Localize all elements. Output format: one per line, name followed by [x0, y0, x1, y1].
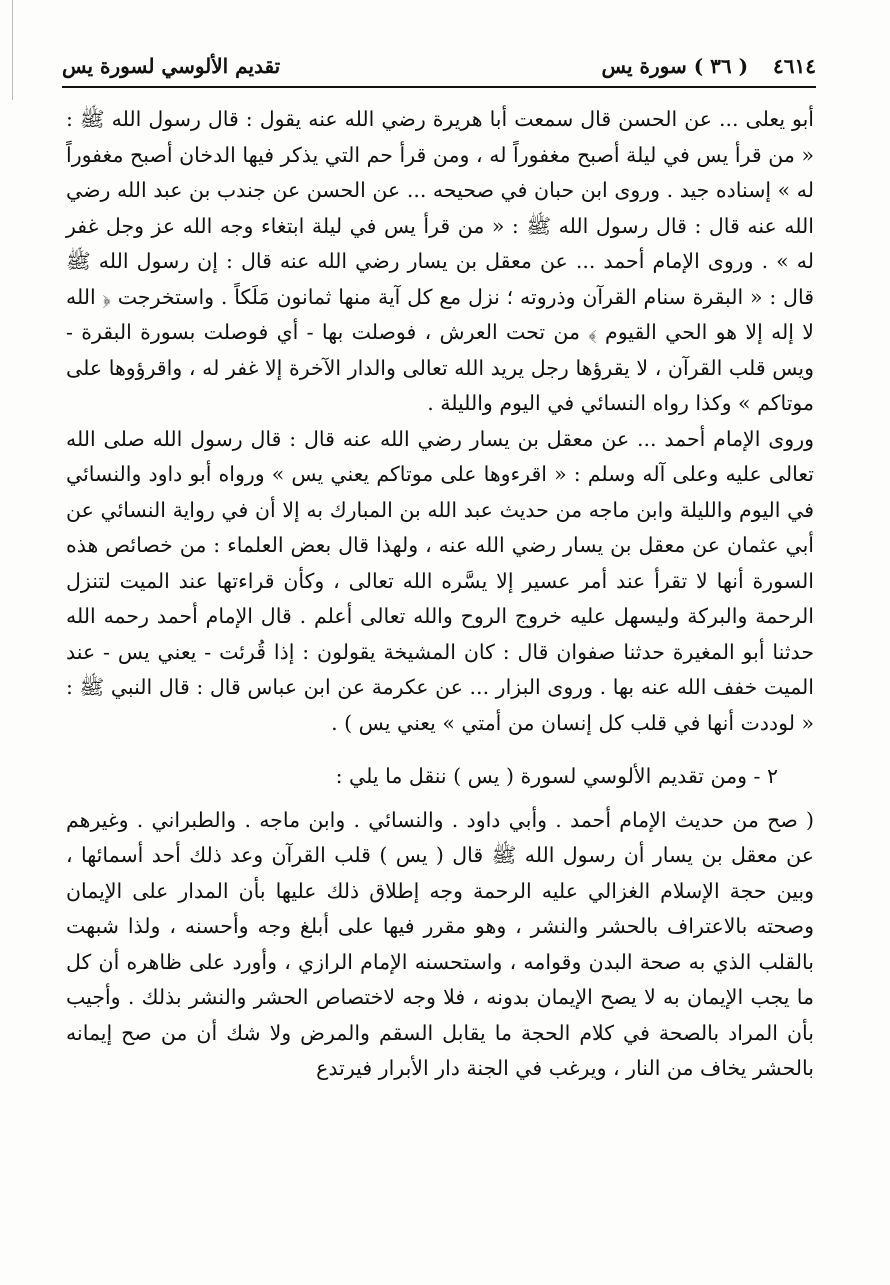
header-rule — [62, 86, 816, 88]
quote-paragraph: ( صح من حديث الإمام أحمد . وأبي داود . والنسائي . وابن ماجه . والطبراني . وغيرهم عن معقل بن يسار أن رسول الله ﷺ قال ( يس ) قلب القرآن وعد ذلك أحد أسمائها ، وبين حجة الإسلام الغزالي عليه الرحمة وجه إطلاق ذلك عليها بأن المدار على الإيمان وصحته بالاعتراف بالحشر والنشر ، وهو مقرر فيها على أبلغ وجه وأحسنه ، ولذا شبهت بالقلب الذي به صحة البدن وقوامه ، واستحسنه الإمام الرازي ، وأورد على ظاهره أن كل ما يجب الإيمان به لا يصح الإيمان بدونه ، فلا وجه لاختصاص الحشر والنشر بذلك . وأجيب بأن المراد بالصحة في كلام الحجة ما يقابل السقم والمرض ولا شك أن من صح إيمانه بالحشر يخاف من النار ، ويرغب في الجنة دار الأبرار فيرتدع — [66, 807, 814, 1080]
paragraph-gap — [66, 741, 814, 751]
section-heading: ٢ - ومن تقديم الألوسي لسورة ( يس ) ننقل ما يلي : — [335, 764, 778, 788]
scan-margin-mark — [12, 0, 13, 100]
chapter-title: تقديم الألوسي لسورة يس — [62, 54, 281, 78]
page-body — [66, 102, 814, 1087]
paragraph-1: أبو يعلى ... عن الحسن قال سمعت أبا هريرة رضي الله عنه يقول : قال رسول الله ﷺ : « من قرأ يس في ليلة أصبح مغفوراً له ، ومن قرأ حم التي يذكر فيها الدخان أصبح مغفوراً له » إسناده جيد . وروى ابن حبان في صحيحه ... عن الحسن عن جندب بن عبد الله رضي الله عنه قال : قال رسول الله ﷺ : « من قرأ يس في ليلة ابتغاء وجه الله عز وجل غفر له » . وروى الإمام أحمد ... عن معقل بن يسار رضي الله عنه قال : إن رسول الله ﷺ قال : « البقرة سنام القرآن وذروته ؛ نزل مع كل آية منها ثمانون مَلَكاً . واستخرجت ﴿ الله لا إله إلا هو الحي القيوم ﴾ من تحت العرش ، فوصلت بها - أي فوصلت بسورة البقرة - ويس قلب القرآن ، لا يقرؤها رجل يريد الله تعالى والدار الآخرة إلا غفر له ، واقرؤوها على موتاكم » وكذا رواه النسائي في اليوم والليلة . — [66, 107, 815, 415]
paragraph-2: وروى الإمام أحمد ... عن معقل بن يسار رضي الله عنه قال : قال رسول الله صلى الله تعالى عليه وعلى آله وسلم : « اقرءوها على موتاكم يعني يس » ورواه أبو داود والنسائي في اليوم والليلة وابن ماجه من حديث عبد الله بن المبارك به إلا أن في رواية النسائي عن أبي عثمان عن معقل بن يسار رضي الله عنه ، ولهذا قال بعض العلماء : من خصائص هذه السورة أنها لا تقرأ عند أمر عسير إلا يسَّره الله تعالى ، وكأن قراءتها عند الميت لتنزل الرحمة والبركة وليسهل عليه خروج الروح والله تعالى أعلم . قال الإمام أحمد رحمه الله حدثنا أبو المغيرة حدثنا صفوان قال : كان المشيخة يقولون : إذا قُرئت - يعني يس - عند الميت خفف الله عنه بها . وروى البزار ... عن عكرمة عن ابن عباس قال : قال النبي ﷺ : « لوددت أنها في قلب كل إنسان من أمتي » يعني يس ) . — [66, 426, 814, 735]
running-title: ( ٣٦ ) سورة يس — [601, 54, 749, 78]
page-header — [62, 52, 816, 88]
page-number: ٤٦١٤ — [773, 54, 816, 78]
header-right — [601, 54, 816, 78]
